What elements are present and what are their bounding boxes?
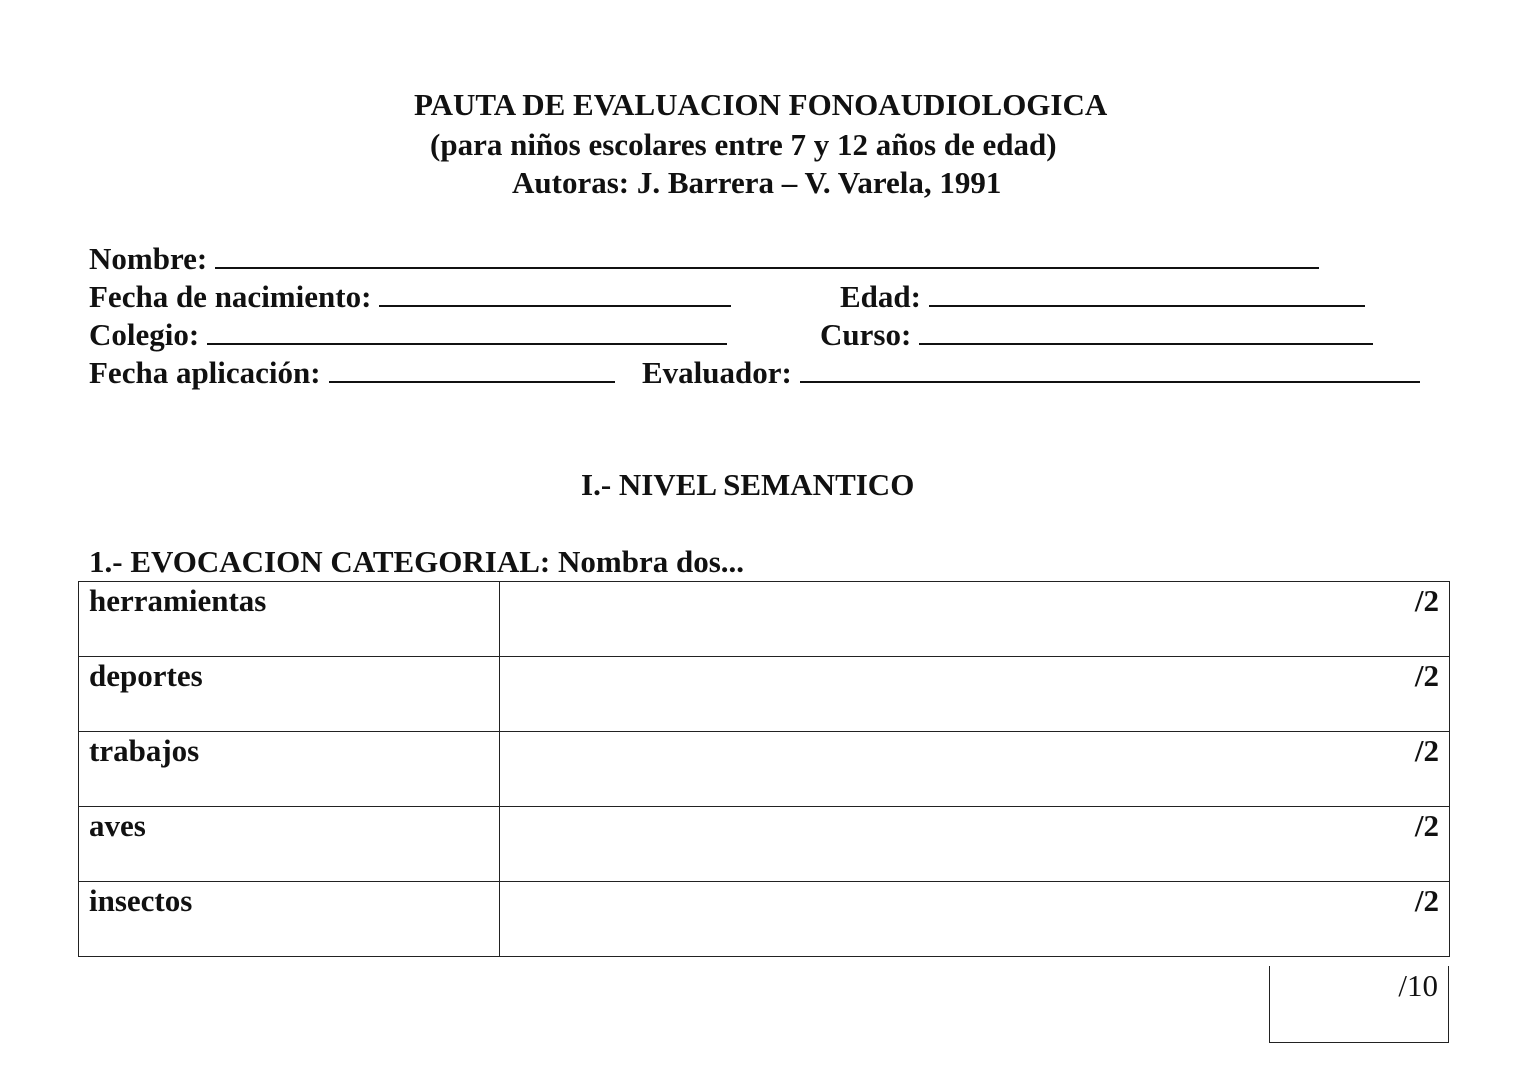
answer-cell[interactable] (500, 657, 1450, 732)
score-label: /2 (1414, 883, 1439, 918)
field-edad (840, 278, 1365, 316)
answer-cell[interactable] (500, 582, 1450, 657)
fecha-aplicacion-label: Fecha aplicación: (89, 355, 321, 390)
answer-cell[interactable] (500, 732, 1450, 807)
category-cell: trabajos (79, 732, 500, 807)
answer-cell[interactable] (500, 882, 1450, 957)
field-fecha-aplicacion (89, 354, 615, 392)
score-label: /2 (1414, 658, 1439, 693)
score-label: /2 (1414, 733, 1439, 768)
subsection-title: 1.- EVOCACION CATEGORIAL: Nombra dos... (89, 544, 745, 579)
category-cell: insectos (79, 882, 500, 957)
score-label: /2 (1414, 808, 1439, 843)
curso-label: Curso: (820, 317, 912, 352)
answer-cell[interactable] (500, 807, 1450, 882)
fecha-aplicacion-blank[interactable] (329, 355, 615, 383)
colegio-blank[interactable] (207, 317, 727, 345)
field-colegio (89, 316, 727, 354)
evocacion-categorial-table (78, 581, 1450, 957)
table-row (79, 882, 1450, 957)
document-authors: Autoras: J. Barrera – V. Varela, 1991 (512, 165, 1002, 200)
fecha-nacimiento-blank[interactable] (379, 279, 731, 307)
nombre-label: Nombre: (89, 241, 208, 276)
category-cell: deportes (79, 657, 500, 732)
total-score-box[interactable] (1269, 966, 1449, 1043)
total-score-label: /10 (1398, 968, 1438, 1003)
evaluador-label: Evaluador: (642, 355, 792, 390)
evaluador-blank[interactable] (800, 355, 1420, 383)
edad-blank[interactable] (929, 279, 1365, 307)
fecha-nacimiento-label: Fecha de nacimiento: (89, 279, 372, 314)
edad-label: Edad: (840, 279, 921, 314)
field-nombre (89, 240, 1319, 278)
table-row (79, 657, 1450, 732)
section-title: I.- NIVEL SEMANTICO (581, 467, 915, 502)
table-row (79, 732, 1450, 807)
curso-blank[interactable] (919, 317, 1373, 345)
table-row (79, 582, 1450, 657)
document-subtitle: (para niños escolares entre 7 y 12 años de edad) (430, 127, 1057, 162)
category-cell: aves (79, 807, 500, 882)
field-evaluador (642, 354, 1420, 392)
score-label: /2 (1414, 583, 1439, 618)
field-fecha-nacimiento (89, 278, 731, 316)
category-cell: herramientas (79, 582, 500, 657)
table-row (79, 807, 1450, 882)
field-curso (820, 316, 1373, 354)
colegio-label: Colegio: (89, 317, 200, 352)
document-title: PAUTA DE EVALUACION FONOAUDIOLOGICA (414, 87, 1108, 122)
nombre-blank[interactable] (215, 241, 1319, 269)
